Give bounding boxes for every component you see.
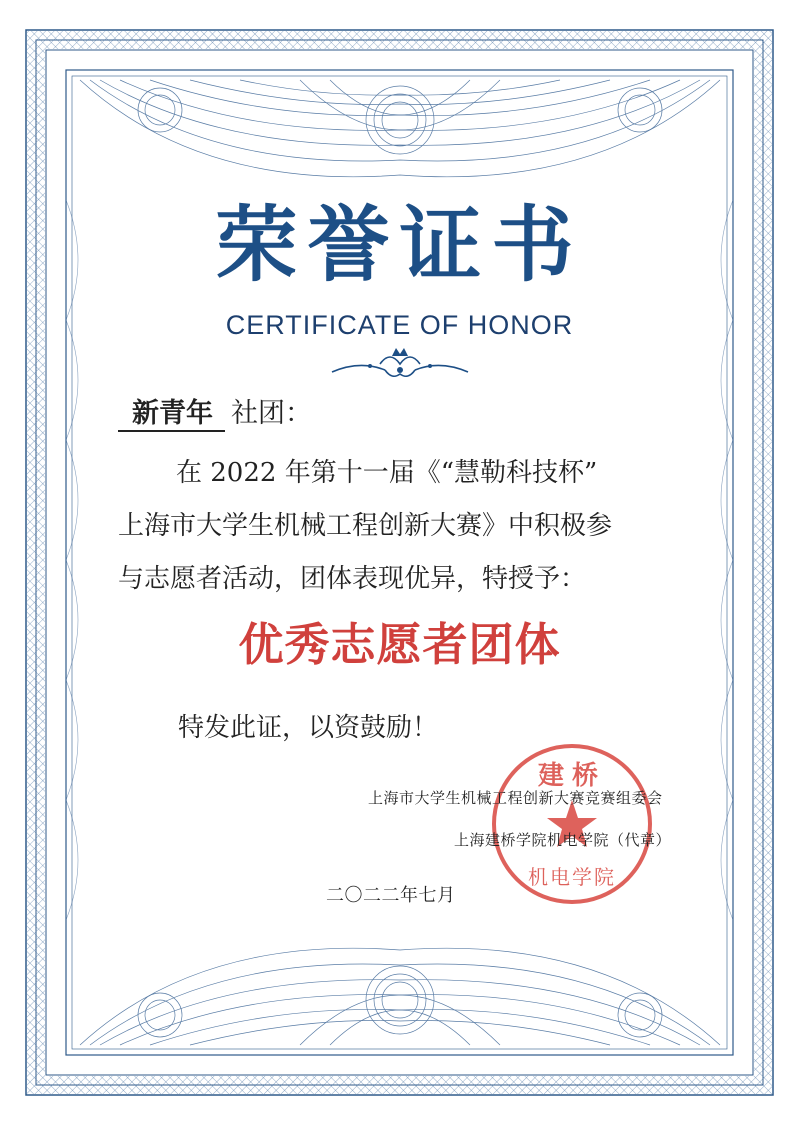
certificate-subtitle: CERTIFICATE OF HONOR bbox=[225, 310, 574, 340]
award-title: 优秀志愿者团体 bbox=[238, 618, 561, 671]
body-line-1: 在 2022 年第十一届《“慧勒科技杯” bbox=[176, 458, 598, 488]
closing-line: 特发此证，以资鼓励！ bbox=[178, 713, 439, 743]
body-line-2: 上海市大学生机械工程创新大赛》中积极参 bbox=[118, 511, 613, 541]
body-line-3: 与志愿者活动，团体表现优异，特授予： bbox=[118, 564, 587, 594]
issuer-line-2: 上海建桥学院机电学院（代章） bbox=[454, 831, 672, 849]
crown-ornament bbox=[330, 342, 470, 386]
issue-date: 二〇二二年七月 bbox=[326, 885, 456, 906]
recipient-suffix: 社团： bbox=[231, 398, 312, 429]
recipient-line bbox=[118, 400, 312, 432]
certificate-title: 荣誉证书 bbox=[215, 198, 584, 293]
issuer-line-1: 上海市大学生机械工程创新大赛竞赛组委会 bbox=[368, 789, 663, 807]
seal-top-text: 建桥 bbox=[537, 761, 607, 791]
seal-bottom-text: 机电学院 bbox=[528, 865, 616, 889]
official-seal bbox=[490, 742, 654, 906]
recipient-name: 新青年 bbox=[118, 400, 225, 432]
